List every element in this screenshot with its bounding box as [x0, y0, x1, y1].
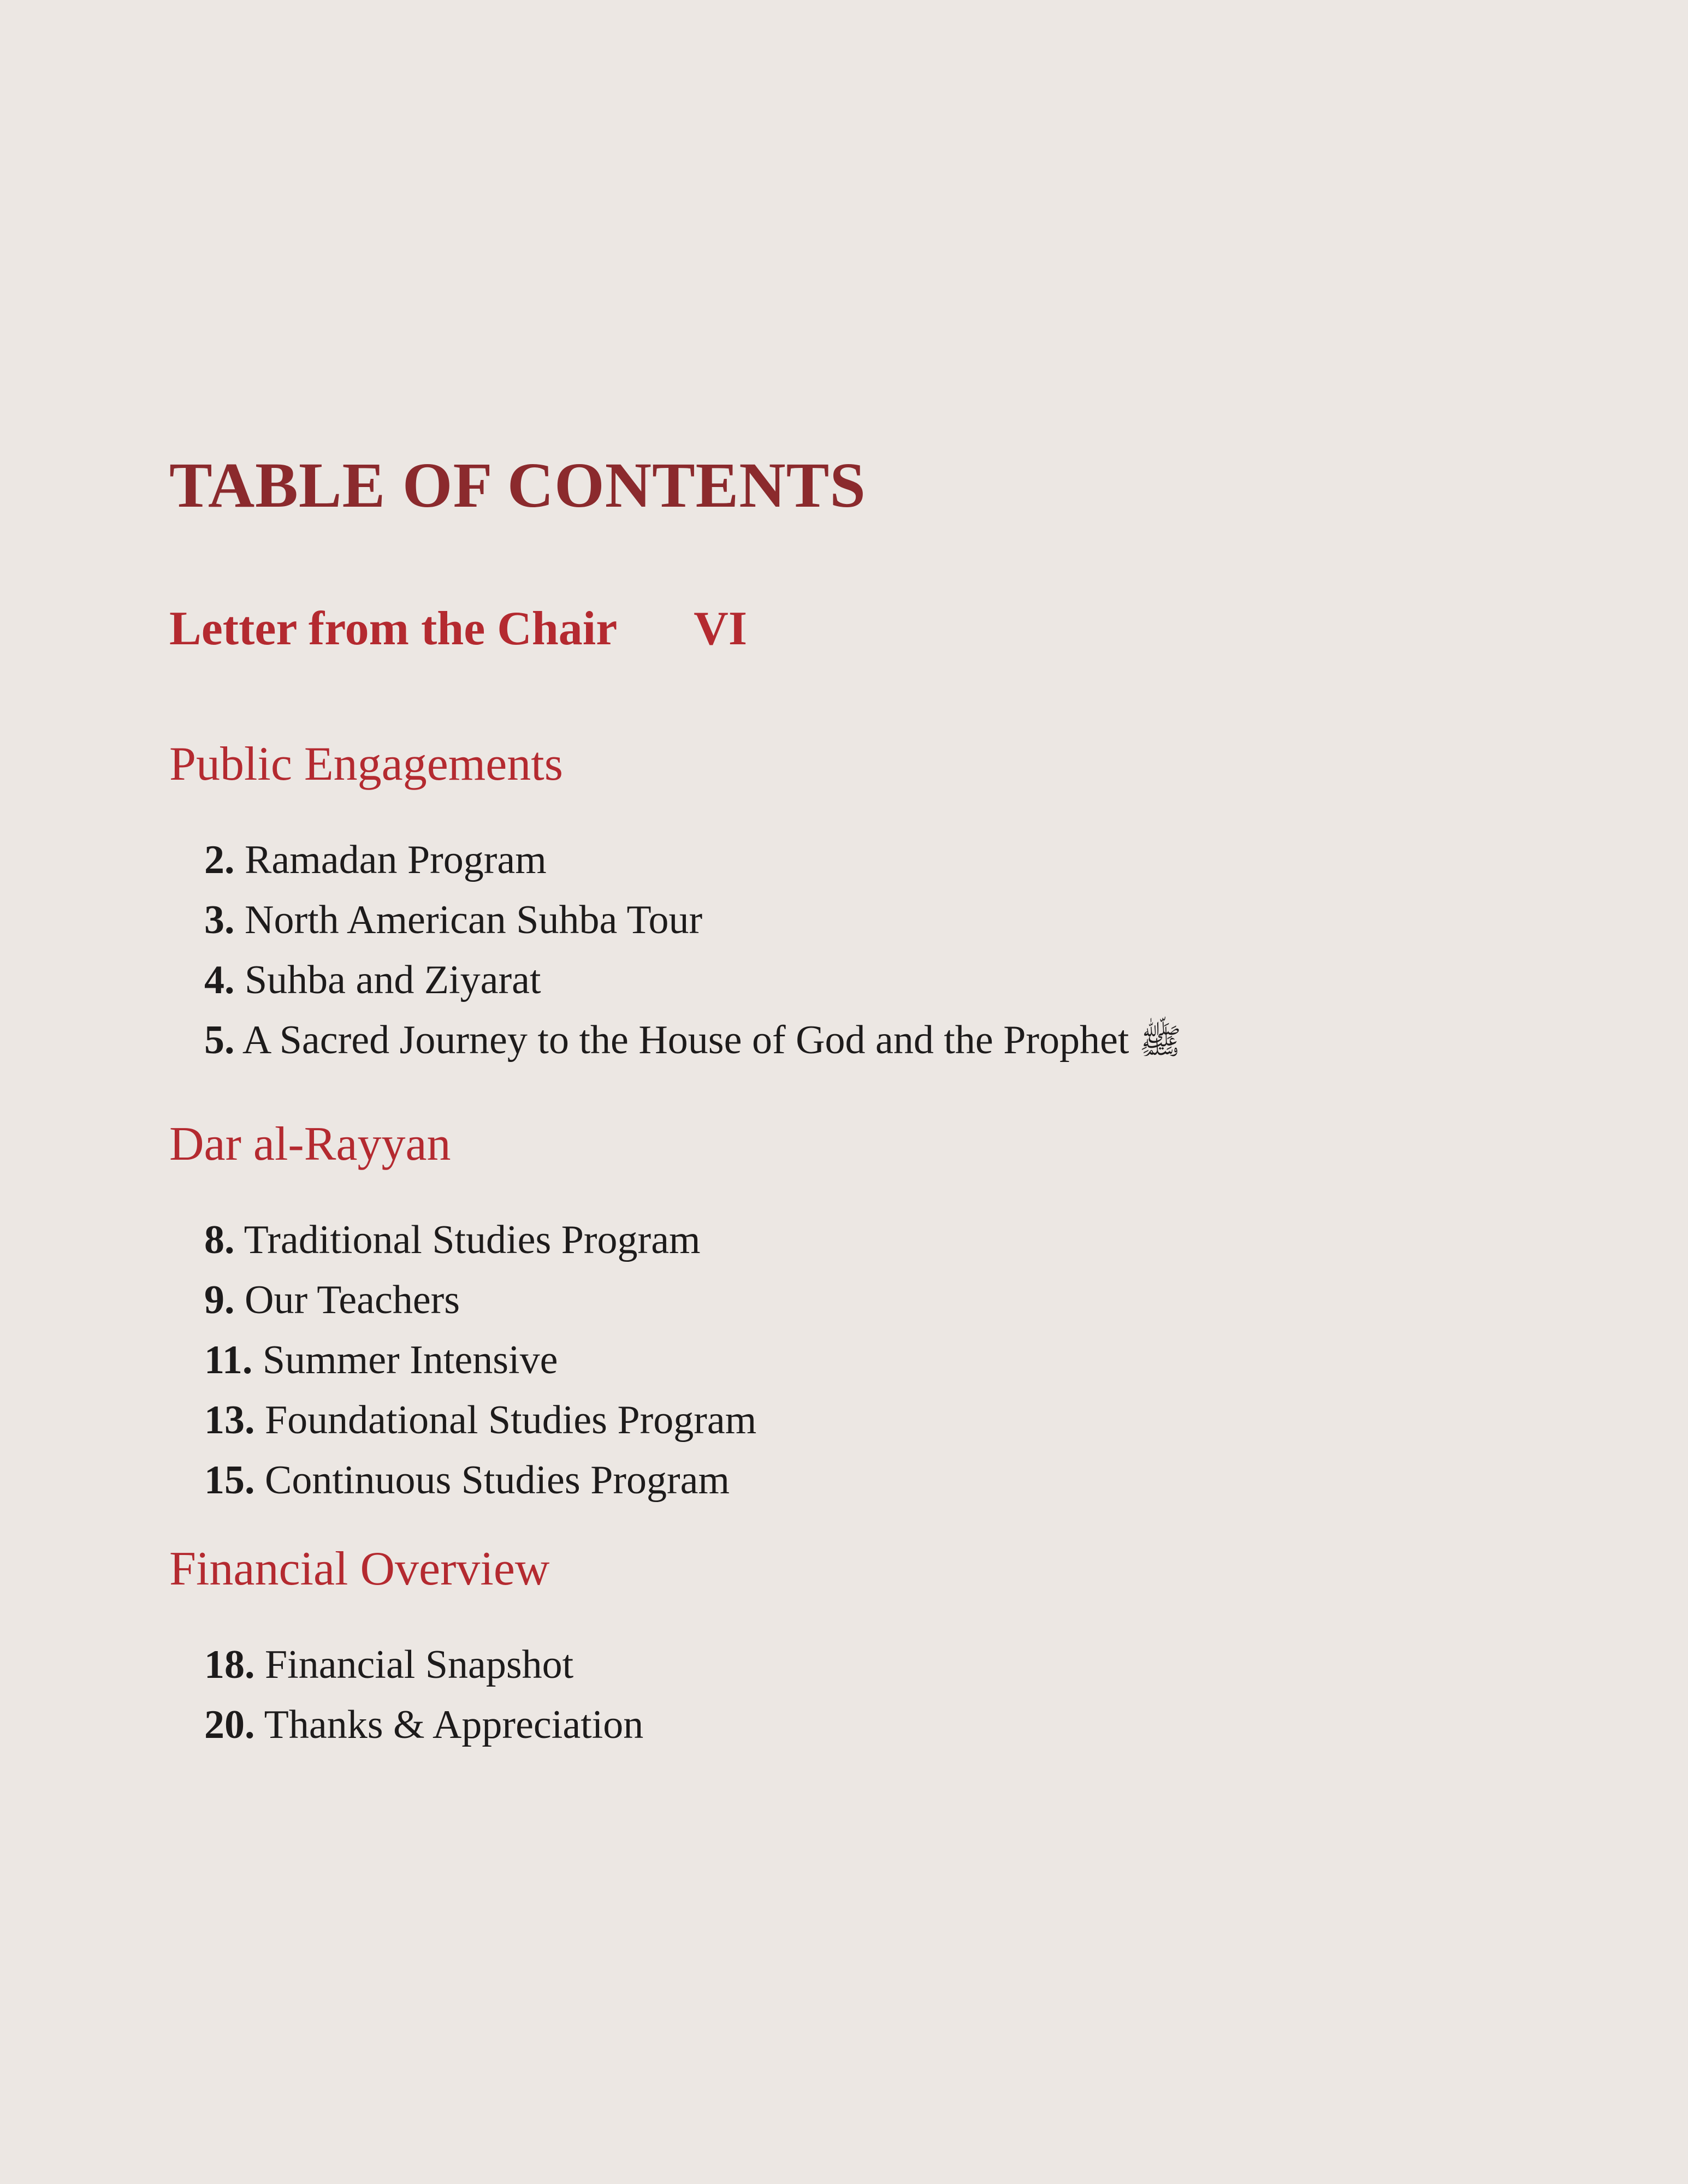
section-heading-financial-overview: Financial Overview	[169, 1542, 550, 1595]
section-entries-financial-overview	[169, 1635, 1589, 1755]
section-heading-dar-al-rayyan: Dar al-Rayyan	[169, 1118, 451, 1171]
toc-entry[interactable]: 15. Continuous Studies Program	[204, 1458, 730, 1503]
toc-entry[interactable]: 18. Financial Snapshot	[204, 1642, 574, 1687]
toc-page-number: 4	[204, 958, 224, 1002]
toc-entry-label: Suhba and Ziyarat	[245, 958, 541, 1002]
page-title: TABLE OF CONTENTS	[169, 449, 866, 521]
honorific-glyph: ﷺ	[1139, 1022, 1182, 1062]
toc-entry[interactable]: 2. Ramadan Program	[204, 838, 547, 882]
toc-entry[interactable]: 4. Suhba and Ziyarat	[204, 958, 541, 1002]
toc-entry-label: Traditional Studies Program	[244, 1218, 701, 1262]
toc-entry-label: Ramadan Program	[245, 838, 547, 882]
toc-entry-label: Foundational Studies Program	[265, 1398, 757, 1443]
toc-entry-label: Letter from the Chair	[169, 602, 618, 655]
section-entries-public-engagements	[169, 830, 1589, 1070]
toc-entry[interactable]: 9. Our Teachers	[204, 1278, 460, 1322]
toc-page-number: 5	[204, 1018, 224, 1063]
toc-entry-label: Our Teachers	[245, 1278, 460, 1322]
toc-entry[interactable]: 3. North American Suhba Tour	[204, 898, 703, 942]
toc-page-number: VI	[694, 602, 748, 655]
toc-page-number: 11	[204, 1338, 242, 1382]
toc-page-number: 3	[204, 898, 224, 942]
toc-entry[interactable]: 20. Thanks & Appreciation	[204, 1702, 644, 1747]
section-entries-dar-al-rayyan	[169, 1210, 1589, 1510]
toc-entry-label: Financial Snapshot	[265, 1642, 574, 1687]
section-heading-public-engagements: Public Engagements	[169, 738, 563, 791]
toc-page-number: 20	[204, 1702, 245, 1747]
toc-page-number: 13	[204, 1398, 245, 1443]
toc-entry-letter-from-chair[interactable]	[169, 602, 1589, 655]
toc-page-number: 18	[204, 1642, 245, 1687]
toc-entry-label: Summer Intensive	[262, 1338, 558, 1382]
toc-entry[interactable]: 5. A Sacred Journey to the House of God and the Prophet ﷺ	[204, 1018, 1182, 1063]
toc-entry-label: Continuous Studies Program	[265, 1458, 730, 1503]
toc-entry-label: North American Suhba Tour	[245, 898, 703, 942]
toc-entry[interactable]: 13. Foundational Studies Program	[204, 1398, 757, 1443]
toc-page-number: 2	[204, 838, 224, 882]
toc-entry[interactable]: 11. Summer Intensive	[204, 1338, 558, 1382]
table-of-contents	[169, 449, 1589, 1755]
toc-entry[interactable]: 8. Traditional Studies Program	[204, 1218, 701, 1262]
toc-page-number: 9	[204, 1278, 224, 1322]
toc-entry-label: Thanks & Appreciation	[264, 1702, 644, 1747]
toc-entry-label: A Sacred Journey to the House of God and the Prophet	[242, 1018, 1129, 1063]
toc-page-number: 8	[204, 1218, 224, 1262]
toc-page-number: 15	[204, 1458, 245, 1503]
